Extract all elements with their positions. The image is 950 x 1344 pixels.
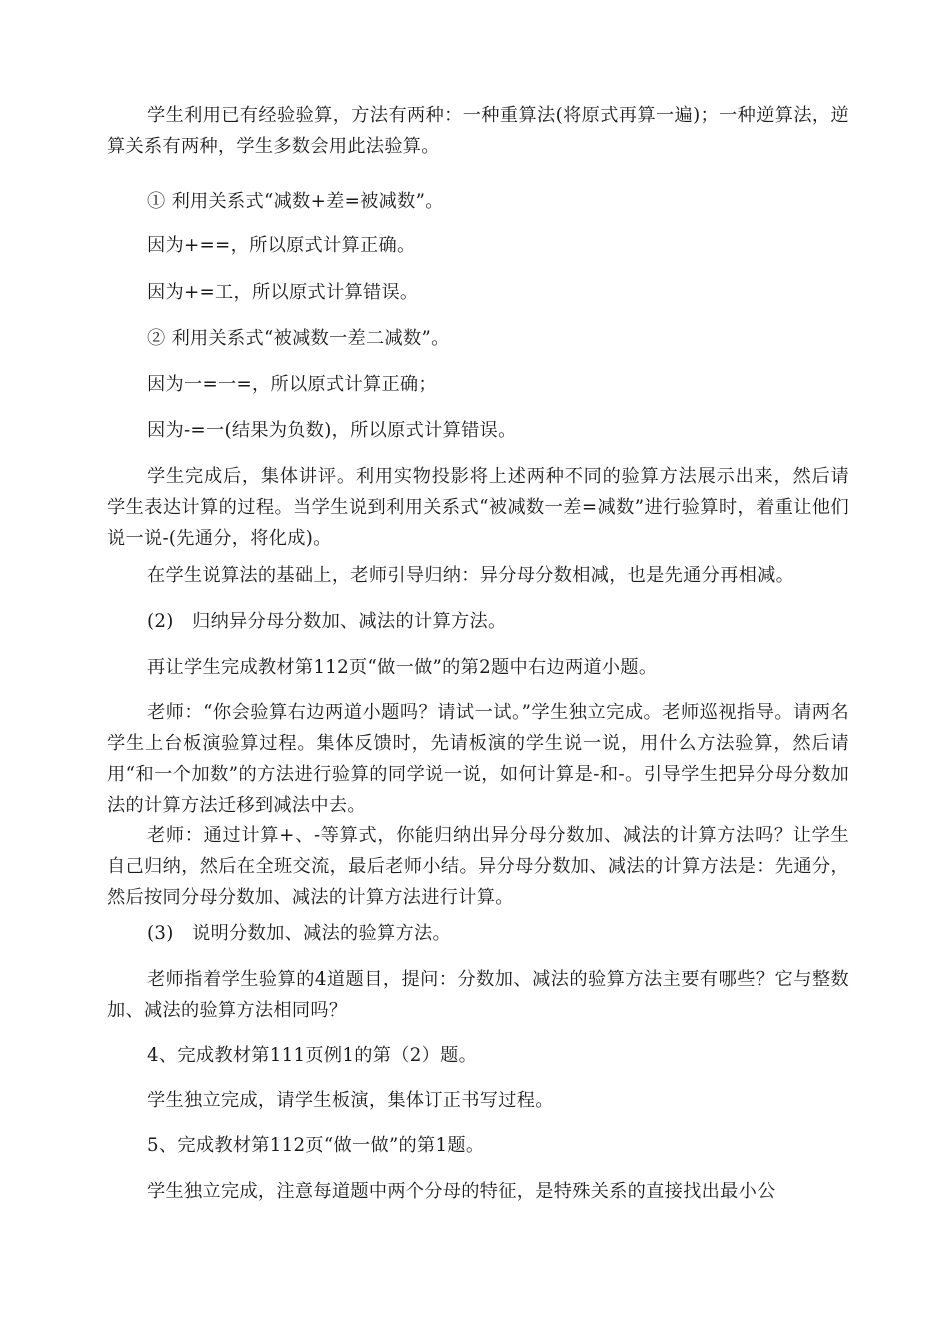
paragraph-teacher-summary: 在学生说算法的基础上，老师引导归纳：异分母分数相减，也是先通分再相减。 xyxy=(147,565,795,586)
paragraph-relation-1-wrong: 因为+=工，所以原式计算错误。 xyxy=(147,282,419,303)
paragraph-section-3: (3) 说明分数加、减法的验算方法。 xyxy=(147,923,451,944)
paragraph-relation-1-correct: 因为+==，所以原式计算正确。 xyxy=(147,235,416,256)
paragraph-relation-1: ① 利用关系式“减数+差=被减数”。 xyxy=(147,191,444,212)
paragraph-teacher-question: 老师：“你会验算右边两道小题吗？请试一试。”学生独立完成。老师巡视指导。请两名学生上台板演验算过程。集体反馈时，先请板演的学生说一说，用什么方法验算，然后请用“和一个加数”的方法进行验算的同学说一说，如何计算是-和-。引导学生把异分母分数加法的计算方法迁移到减法中去。 xyxy=(107,702,849,816)
paragraph-relation-2-wrong: 因为-=一(结果为负数)，所以原式计算错误。 xyxy=(147,420,517,441)
paragraph-verification-methods: 学生利用已有经验验算，方法有两种：一种重算法(将原式再算一遍)；一种逆算法，逆算关系有两种，学生多数会用此法验算。 xyxy=(107,105,849,157)
paragraph-independent-work: 学生独立完成，注意每道题中两个分母的特征，是特殊关系的直接找出最小公 xyxy=(147,1181,776,1202)
paragraph-relation-2: ② 利用关系式“被减数一差二减数”。 xyxy=(147,328,450,349)
paragraph-teacher-induction: 老师：通过计算+、-等算式，你能归纳出异分母分数加、减法的计算方法吗？让学生自己归纳，然后在全班交流，最后老师小结。异分母分数加、减法的计算方法是：先通分，然后按同分母分数加、减法的计算方法进行计算。 xyxy=(107,825,849,908)
paragraph-textbook-112: 再让学生完成教材第112页“做一做”的第2题中右边两道小题。 xyxy=(147,657,658,678)
paragraph-item-5: 5、完成教材第112页“做一做”的第1题。 xyxy=(147,1135,485,1156)
paragraph-teacher-points: 老师指着学生验算的4道题目，提问：分数加、减法的验算方法主要有哪些？它与整数加、减法的验算方法相同吗？ xyxy=(107,969,849,1021)
paragraph-relation-2-correct: 因为一=一=，所以原式计算正确； xyxy=(147,374,437,395)
paragraph-item-4: 4、完成教材第111页例1的第（2）题。 xyxy=(147,1045,478,1066)
paragraph-board-work: 学生独立完成，请学生板演，集体订正书写过程。 xyxy=(147,1090,554,1111)
paragraph-group-review: 学生完成后，集体讲评。利用实物投影将上述两种不同的验算方法展示出来，然后请学生表达计算的过程。当学生说到利用关系式“被减数一差=减数”进行验算时，着重让他们说一说-(先通分，将化成)。 xyxy=(107,466,849,549)
paragraph-section-2: (2) 归纳异分母分数加、减法的计算方法。 xyxy=(147,611,507,632)
